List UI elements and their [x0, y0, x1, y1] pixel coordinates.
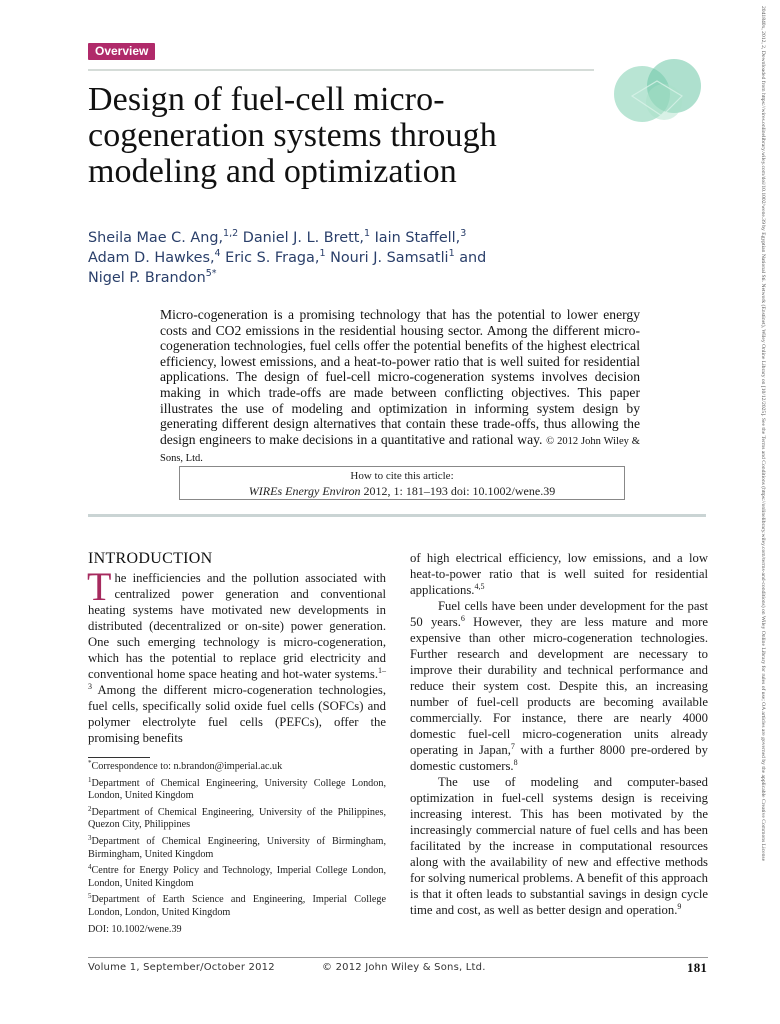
author: Sheila Mae C. Ang,$^{1,2}$	[88, 228, 239, 246]
footnote: $^4$Centre for Energy Policy and Technology, Imperial College London, London, United Kingdom	[88, 863, 386, 889]
citation-ref[interactable]: 9	[677, 902, 682, 911]
citation-ref[interactable]: 8	[513, 758, 518, 767]
citation-ref[interactable]: 7	[510, 742, 515, 751]
footnote-divider	[88, 757, 150, 758]
paragraph: The inefficiencies and the pollution associated with centralized power generation and conventional heating systems have motivated new developments in distributed (decentralized or on-site) power generation. One such emerging technology is micro-cogeneration, which has the potential to replace grid electricity and conventional home space heating and hot-water systems.$^{1-3}$ Among the different micro-cogeneration technologies, fuel cells, specifically solid oxide fuel cells (SOFCs) and polymer electrolyte fuel cells (PEFCs), offer the promising benefits	[87, 564, 386, 745]
drop-cap: T	[87, 564, 112, 609]
doi: DOI: 10.1002/wene.39	[88, 923, 182, 935]
journal-logo-icon	[612, 56, 707, 124]
citation-ref[interactable]: 1–3	[88, 666, 386, 691]
article-title: Design of fuel-cell micro-cogeneration systems through modeling and optimization	[88, 81, 497, 190]
paragraph: Fuel cells have been under development for the past 50 years.$^6$ However, they are less mature and more expensive than other micro-cogeneration technologies. Further research and development are necessary to improve their durability and technical performance and reduce their system cost. Despite this, an increasing number of fuel-cell products are becoming available commercially. For instance, there are nearly 4000 domestic fuel-cell micro-cogeneration units already operating in Japan,$^7$ with a further 8000 pre-ordered by domestic customers.$^8$	[410, 599, 708, 773]
body-column-left	[88, 550, 386, 746]
citation-ref[interactable]: 6	[460, 614, 465, 623]
footer-volume: Volume 1, September/October 2012	[88, 962, 275, 973]
citation-box	[179, 466, 625, 500]
author: Nigel P. Brandon$^{5*}$	[88, 268, 217, 286]
author: Eric S. Fraga,$^1$	[225, 248, 326, 266]
section-heading: INTRODUCTION	[88, 550, 213, 567]
footer-divider	[88, 957, 708, 958]
citation-ref[interactable]: 4,5	[474, 582, 485, 591]
footnote: $^2$Department of Chemical Engineering, University of the Philippines, Quezon City, Philippines	[88, 804, 386, 831]
author: Iain Staffell,$^3$	[374, 228, 467, 246]
author: Nouri J. Samsatli$^1$	[330, 248, 455, 266]
footnote: $^5$Department of Earth Science and Engineering, Imperial College London, London, United Kingdom	[88, 892, 386, 918]
footnotes	[88, 761, 386, 940]
footnote: $^1$Department of Chemical Engineering, University College London, London, United Kingdom	[88, 775, 386, 802]
author: Daniel J. L. Brett,$^1$	[242, 228, 370, 246]
footnote: $^3$Department of Chemical Engineering, University of Birmingham, Birmingham, United Kingdom	[88, 833, 386, 860]
abstract-copyright: © 2012 John Wiley & Sons, Ltd.	[160, 435, 640, 465]
download-notice: 2041840x, 2012, 2, Downloaded from https://wires.onlinelibrary.wiley.com/doi/10.1002/wene.39 by Egyptian National Sti. Network (Enstinet), Wiley Online Library on [10/12/2025]. See the Terms and Conditions (https://onlinelibrary.wiley.com/terms-and-conditions) on Wiley Online Library for rules of use; OA articles are governed by the applicable Creative Commons License	[760, 6, 766, 862]
section-divider	[88, 514, 706, 517]
paragraph: The use of modeling and computer-based optimization in fuel-cell systems design is receiving increasing interest. This has been motivated by the increasingly commercial nature of fuel cells and has been facilitated by the increase in computational resources along with the availability of new and effective methods for solving numerical problems. A benefit of this approach is that it often leads to substantial savings in design cycle time and cost, as well as better design and operation.$^9$	[410, 775, 708, 917]
body-column-right	[410, 550, 708, 918]
author: Adam D. Hawkes,$^4$	[88, 248, 221, 266]
citation-heading: How to cite this article:	[350, 470, 454, 482]
paragraph: of high electrical efficiency, low emissions, and a low heat-to-power ratio that is well suited for residential applications.$^{4,5}$	[410, 551, 708, 597]
citation-text: WIREs Energy Environ 2012, 1: 181–193 doi: 10.1002/wene.39	[248, 484, 556, 498]
footnote: *Correspondence to: n.brandon@imperial.ac.uk	[88, 759, 283, 772]
article-type-badge: Overview	[88, 43, 155, 60]
author-list: Sheila Mae C. Ang,$^{1,2}$ Daniel J. L. Brett,$^1$ Iain Staffell,$^3$ Adam D. Hawkes,$^4$ Eric S. Fraga,$^1$ Nouri J. Samsatli$^1$ and Nigel P. Brandon$^{5*}$	[88, 228, 487, 286]
header-divider	[88, 69, 594, 71]
footer-copyright: © 2012 John Wiley & Sons, Ltd.	[322, 962, 486, 973]
page-number: 181	[687, 960, 708, 975]
abstract: Micro-cogeneration is a promising technology that has the potential to lower energy costs and CO2 emissions in the residential housing sector. Among the different micro-cogeneration technologies, fuel cells offer the potential benefits of the highest electrical efficiency, lowest emissions, and a heat-to-power ratio that is well suited for residential applications. The design of fuel-cell micro-cogeneration systems involves decision making in which trade-offs are made between conflicting objectives. This paper illustrates the use of modeling and optimization in informing system design by generating different design alternatives that contain these trade-offs, thus allowing the design engineers to make decisions in a quantitative and rational way. © 2012 John Wiley & Sons, Ltd.	[160, 307, 640, 465]
